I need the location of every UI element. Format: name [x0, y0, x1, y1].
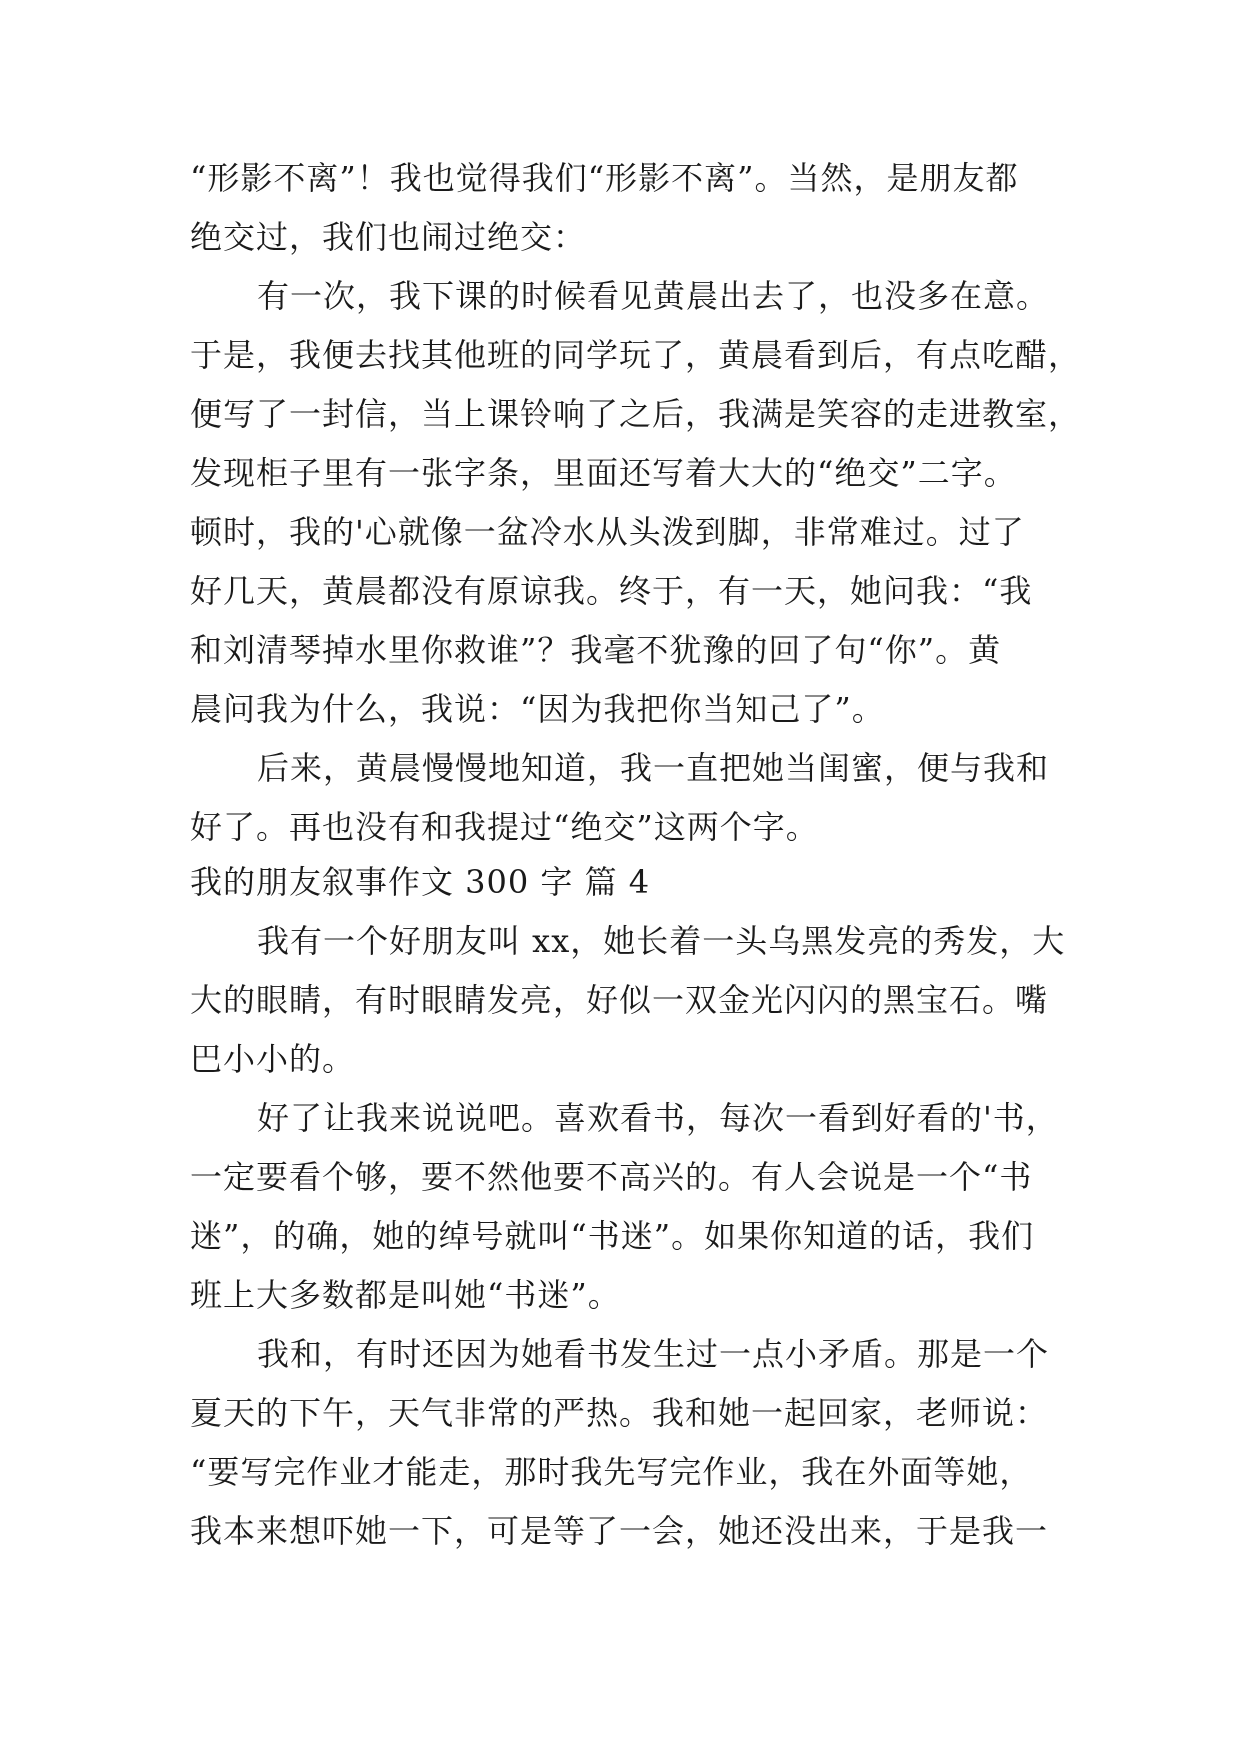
text-line: 巴小小的。 — [190, 1040, 356, 1078]
text-line: “要写完作业才能走，那时我先写完作业，我在外面等她， — [190, 1453, 1033, 1491]
text-line: 于是，我便去找其他班的同学玩了，黄晨看到后，有点吃醋， — [190, 336, 1082, 374]
paragraph-start-line: 后来，黄晨慢慢地知道，我一直把她当闺蜜，便与我和 — [257, 749, 1050, 787]
text-line: 好了。再也没有和我提过“绝交”这两个字。 — [190, 808, 819, 846]
paragraph-start-line: 我和，有时还因为她看书发生过一点小矛盾。那是一个 — [257, 1335, 1050, 1373]
section-heading: 我的朋友叙事作文 300 字 篇 4 — [190, 863, 651, 901]
text-line: 班上大多数都是叫她“书迷”。 — [190, 1276, 621, 1314]
text-line: 发现柜子里有一张字条，里面还写着大大的“绝交”二字。 — [190, 454, 1017, 492]
text-line: 和刘清琴掉水里你救谁”？我毫不犹豫的回了句“你”。黄 — [190, 631, 1002, 669]
text-line: 夏天的下午，天气非常的严热。我和她一起回家，老师说： — [190, 1394, 1049, 1432]
text-line: 一定要看个够，要不然他要不高兴的。有人会说是一个“书 — [190, 1158, 1033, 1196]
text-line: 晨问我为什么，我说：“因为我把你当知己了”。 — [190, 690, 885, 728]
text-line: 迷”，的确，她的绰号就叫“书迷”。如果你知道的话，我们 — [190, 1217, 1035, 1255]
paragraph-start-line: 有一次，我下课的时候看见黄晨出去了，也没多在意。 — [257, 277, 1050, 315]
text-line: 便写了一封信，当上课铃响了之后，我满是笑容的走进教室， — [190, 395, 1082, 433]
paragraph-start-line: 好了让我来说说吧。喜欢看书，每次一看到好看的'书， — [257, 1099, 1059, 1137]
text-line: 我本来想吓她一下，可是等了一会，她还没出来，于是我一 — [190, 1512, 1049, 1550]
text-line: 顿时，我的'心就像一盆冷水从头泼到脚，非常难过。过了 — [190, 513, 1025, 551]
text-line: 绝交过，我们也闹过绝交： — [190, 218, 587, 256]
text-line: 好几天，黄晨都没有原谅我。终于，有一天，她问我：“我 — [190, 572, 1033, 610]
paragraph-start-line: 我有一个好朋友叫 xx，她长着一头乌黑发亮的秀发，大 — [257, 922, 1066, 960]
text-line: 大的眼睛，有时眼睛发亮，好似一双金光闪闪的黑宝石。嘴 — [190, 981, 1049, 1019]
text-line: “形影不离”！我也觉得我们“形影不离”。当然，是朋友都 — [190, 159, 1019, 197]
